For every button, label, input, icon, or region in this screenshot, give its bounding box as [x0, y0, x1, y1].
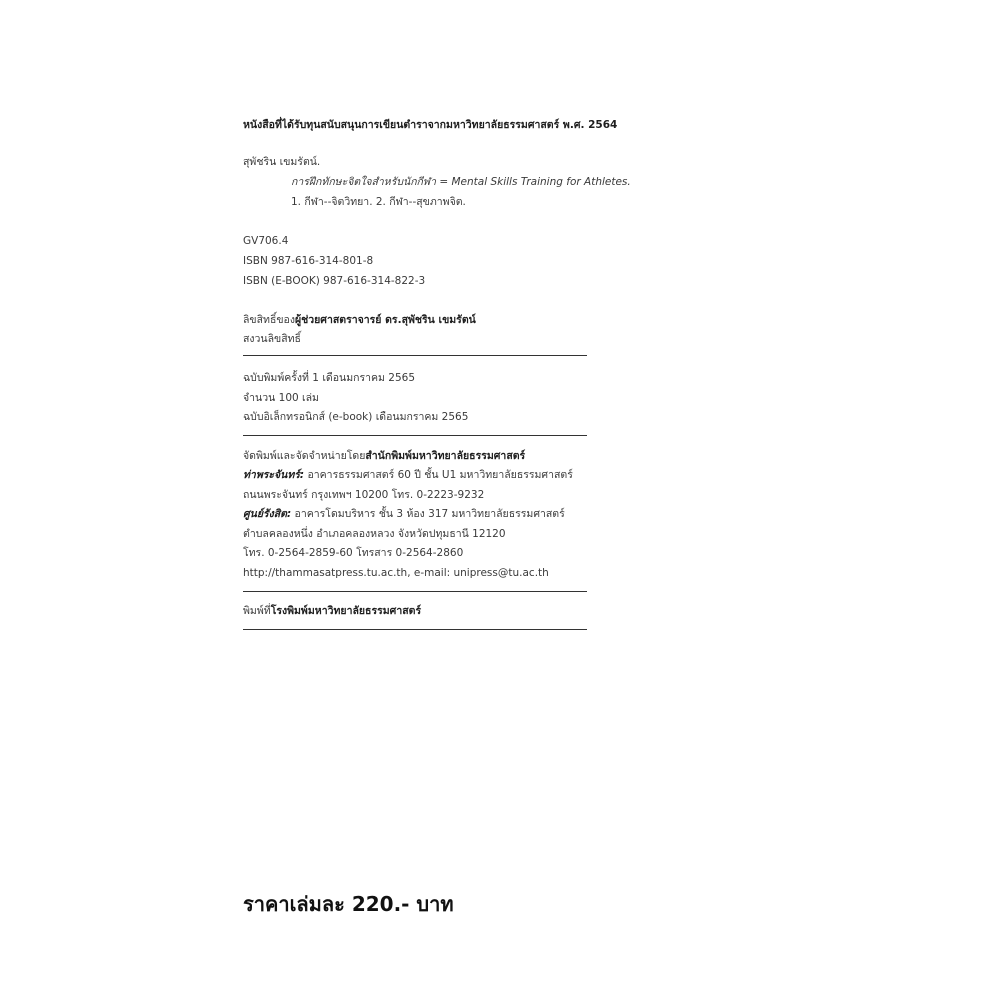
printer-line	[243, 604, 421, 618]
printer-name: โรงพิมพ์มหาวิทยาลัยธรรมศาสตร์	[270, 605, 422, 617]
copyright-holder: ผู้ช่วยศาสตราจารย์ ดร.สุพัชริน เขมรัตน์	[294, 314, 476, 326]
tha-phrachan-address	[243, 468, 573, 482]
tha-phrachan-label: ท่าพระจันทร์:	[243, 469, 305, 481]
divider	[243, 591, 587, 592]
catalog-author: สุพัชริน เขมรัตน์.	[243, 156, 321, 168]
isbn: ISBN 987-616-314-801-8	[243, 255, 374, 267]
publisher-prefix: จัดพิมพ์และจัดจำหน่ายโดย	[243, 450, 366, 462]
catalog-title: การฝึกทักษะจิตใจสำหรับนักกีฬา = Mental Skills Training for Athletes.	[291, 176, 631, 188]
ebook-edition: ฉบับอิเล็กทรอนิกส์ (e-book) เดือนมกราคม 2565	[243, 411, 469, 423]
web-email: http://thammasatpress.tu.ac.th, e-mail: unipress@tu.ac.th	[243, 567, 549, 579]
divider	[243, 355, 587, 356]
grant-note: หนังสือที่ได้รับทุนสนับสนุนการเขียนตำราจากมหาวิทยาลัยธรรมศาสตร์ พ.ศ. 2564	[243, 119, 618, 131]
publisher-line	[243, 449, 525, 463]
divider	[243, 629, 587, 630]
rangsit-label: ศูนย์รังสิต:	[243, 508, 292, 520]
copyright-prefix: ลิขสิทธิ์ของ	[243, 314, 295, 326]
rights-reserved: สงวนลิขสิทธิ์	[243, 333, 301, 345]
copyright-line	[243, 313, 476, 327]
rangsit-address-2: ตำบลคลองหนึ่ง อำเภอคลองหลวง จังหวัดปทุมธานี 12120	[243, 528, 506, 540]
catalog-subjects: 1. กีฬา--จิตวิทยา. 2. กีฬา--สุขภาพจิต.	[291, 196, 466, 208]
call-number: GV706.4	[243, 235, 289, 247]
rangsit-address	[243, 507, 565, 521]
tha-phrachan-address-2: ถนนพระจันทร์ กรุงเทพฯ 10200 โทร. 0-2223-9232	[243, 489, 485, 501]
print-copies: จำนวน 100 เล่ม	[243, 392, 319, 404]
tha-phrachan-text: อาคารธรรมศาสตร์ 60 ปี ชั้น U1 มหาวิทยาลัยธรรมศาสตร์	[304, 469, 573, 481]
phone-fax: โทร. 0-2564-2859-60 โทรสาร 0-2564-2860	[243, 547, 464, 559]
divider	[243, 435, 587, 436]
publisher-name: สำนักพิมพ์มหาวิทยาลัยธรรมศาสตร์	[365, 450, 526, 462]
price-label: ราคาเล่มละ 220.- บาท	[243, 892, 454, 916]
printer-prefix: พิมพ์ที่	[243, 605, 271, 617]
first-print: ฉบับพิมพ์ครั้งที่ 1 เดือนมกราคม 2565	[243, 372, 416, 384]
isbn-ebook: ISBN (E-BOOK) 987-616-314-822-3	[243, 275, 426, 287]
rangsit-text: อาคารโดมบริหาร ชั้น 3 ห้อง 317 มหาวิทยาลัยธรรมศาสตร์	[291, 508, 565, 520]
